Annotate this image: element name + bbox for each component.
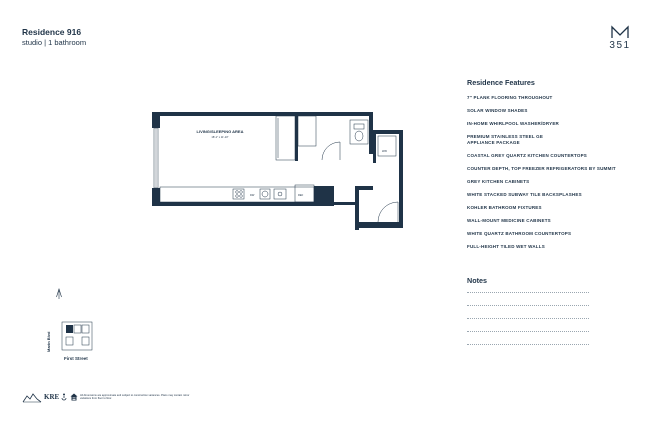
feature-item: WALL-MOUNT MEDICINE CABINETS [467, 218, 551, 223]
feature-item: COASTAL GREY QUARTZ KITCHEN COUNTERTOPS [467, 153, 587, 158]
feature-item: PREMIUM STAINLESS STEEL GE APPLIANCE PACKAGE [467, 134, 544, 145]
feature-item: WHITE QUARTZ BATHROOM COUNTERTOPS [467, 231, 572, 236]
notes-heading: Notes [467, 276, 487, 285]
note-line [467, 344, 589, 345]
note-line [467, 292, 589, 293]
brand-number: 351 [609, 40, 631, 51]
feature-item: WHITE STACKED SUBWAY TILE BACKSPLASHES [467, 192, 582, 197]
features-heading: Residence Features [467, 78, 535, 87]
feature-item: GREY KITCHEN CABINETS [467, 179, 530, 184]
street-label-vertical: Marin Blvd [46, 331, 51, 352]
feature-item: KOHLER BATHROOM FIXTURES [467, 205, 542, 210]
feature-item: COUNTER DEPTH, TOP FREEZER REFRIGERATORS BY SUMMIT [467, 166, 616, 171]
note-line [467, 318, 589, 319]
residence-title: Residence 916 [22, 27, 82, 37]
living-area-label: LIVING/SLEEPING AREA [196, 129, 244, 134]
feature-item: SOLAR WINDOW SHADES [467, 108, 528, 113]
feature-item: FULL-HEIGHT TILED WET WALLS [467, 244, 545, 249]
window [154, 128, 158, 188]
kitchen [160, 185, 314, 202]
features-list [467, 95, 617, 257]
entry-door [378, 202, 398, 222]
brand-logo [605, 25, 635, 51]
bathroom [298, 116, 368, 160]
living-area-dims: 18'-1" x 11'-10" [211, 136, 229, 139]
north-arrow-icon [55, 288, 63, 300]
street-label-horizontal: First Street [64, 356, 88, 361]
feature-item: IN-HOME WHIRLPOOL WASHER/DRYER [467, 121, 560, 126]
equal-housing-icon [70, 393, 78, 401]
wd-label: W/D [382, 150, 388, 153]
kre-logo: KRE [44, 393, 60, 401]
accessibility-icon [60, 393, 68, 401]
closet [276, 116, 295, 160]
walls [152, 112, 403, 230]
developer-logo-icon [22, 392, 42, 404]
dw-label: DW [250, 194, 255, 197]
floor-plan [150, 110, 410, 235]
note-line [467, 305, 589, 306]
ref-label: REF [298, 194, 304, 197]
note-line [467, 331, 589, 332]
residence-subtitle: studio | 1 bathroom [22, 38, 87, 47]
disclaimer-text: All dimensions are approximate and subject to construction variances. Plans may contain minor variations from floor to floor. [80, 394, 190, 401]
feature-item: 7" PLANK FLOORING THROUGHOUT [467, 95, 553, 100]
key-plan [54, 320, 104, 354]
coat-closet [378, 136, 396, 156]
mountain-logo-icon [611, 25, 629, 39]
unit-highlight [66, 325, 73, 333]
